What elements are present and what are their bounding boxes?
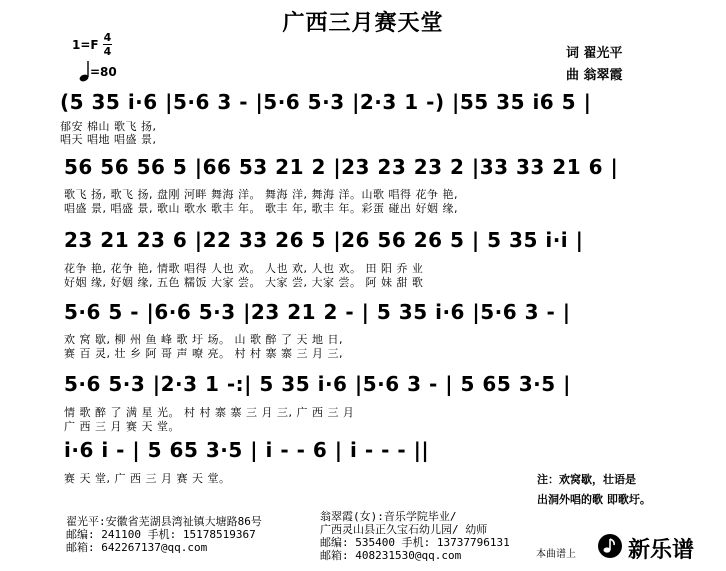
notation-line-3: 23 21 23 6 |22 33 26 5 |26 56 26 5 | 5 35 i·i |: [64, 228, 584, 252]
lyric-line-3-verse-1: 花争 艳, 花争 艳, 情歌 唱得 人也 欢。 人也 欢, 人也 欢。 田 阳 乔 业: [64, 262, 424, 275]
composer-contact-line: 广西灵山县正久宝石幼儿园/ 幼师: [320, 523, 488, 536]
composer-credit: 曲 翁翠霞: [566, 68, 623, 83]
key-signature: 1=F: [72, 38, 99, 52]
annotation-note: [537, 470, 651, 510]
lyric-line-5-verse-2: 广 西 三 月 赛 天 堂。: [64, 420, 180, 433]
notation-line-1: (5 35 i·6 |5·6 3 - |5·6 5·3 |2·3 1 -) |55 35 i6 5 |: [60, 90, 592, 114]
annotation-line-2: 出洞外唱的歌 即歌圩。: [537, 493, 651, 506]
song-title: 广西三月赛天堂: [282, 10, 444, 36]
lyricist-contact: [66, 515, 262, 554]
notation-line-5: 5·6 5·3 |2·3 1 -:| 5 35 i·6 |5·6 3 - | 5 65 3·5 |: [64, 372, 571, 396]
time-signature: [103, 32, 112, 57]
annotation-line-1: 注：欢窝歇，壮语是: [537, 473, 636, 486]
time-sig-top: 4: [103, 31, 112, 44]
lyric-line-3-verse-2: 好姻 缘, 好姻 缘, 五色 糯饭 大家 尝。 大家 尝, 大家 尝。 阿 妹 甜 歌: [64, 276, 424, 289]
lyric-line-5-verse-1: 情 歌 醉 了 满 星 光。 村 村 寨 寨 三 月 三, 广 西 三 月: [64, 406, 355, 419]
lyric-line-1-verse-2: 唱天 唱地 唱盛 景,: [60, 133, 157, 146]
lyricist-contact-line: 邮箱: 642267137@qq.com: [66, 541, 208, 554]
lyric-line-4-verse-1: 欢 窝 歇, 柳 州 鱼 峰 歌 圩 场。 山 歌 醉 了 天 地 日,: [64, 333, 343, 346]
lyric-line-6-verse-1: 赛 天 堂, 广 西 三 月 赛 天 堂。: [64, 472, 231, 485]
time-sig-bottom: 4: [103, 45, 112, 58]
lyricist-credit: 词 翟光平: [566, 46, 623, 61]
notation-line-4: 5·6 5 - |6·6 5·3 |23 21 2 - | 5 35 i·6 |5·6 3 - |: [64, 300, 571, 324]
lyricist-contact-line: 邮编: 241100 手机: 15178519367: [66, 528, 256, 541]
music-note-logo-icon: [598, 534, 622, 558]
lyric-line-2-verse-2: 唱盛 景, 唱盛 景, 歌山 歌水 歌丰 年。 歌丰 年, 歌丰 年。彩蛋 碰出 好姻 缘,: [64, 202, 458, 215]
composer-contact-line: 翁翠霞(女):音乐学院毕业/: [320, 510, 457, 523]
tempo-value: =80: [90, 65, 117, 79]
notation-line-6: i·6 i - | 5 65 3·5 | i - - 6 | i - - - ||: [64, 438, 430, 462]
lyric-line-2-verse-1: 歌飞 扬, 歌飞 扬, 盘刚 河畔 舞海 洋。 舞海 洋, 舞海 洋。山歌 唱得 花争 艳,: [64, 188, 458, 201]
brand-caption: 本曲谱上: [536, 549, 576, 560]
lyric-line-4-verse-2: 赛 百 灵, 壮 乡 阿 哥 声 嘹 亮。 村 村 寨 寨 三 月 三,: [64, 347, 343, 360]
composer-contact-line: 邮箱: 408231530@qq.com: [320, 549, 462, 562]
lyricist-contact-line: 翟光平:安徽省芜湖县湾祉镇大塘路86号: [66, 515, 262, 528]
lyric-line-1-verse-1: 郁安 棉山 歌飞 扬,: [60, 120, 157, 133]
composer-contact: [320, 510, 510, 562]
composer-contact-line: 邮编: 535400 手机: 13737796131: [320, 536, 510, 549]
notation-line-2: 56 56 56 5 |66 53 21 2 |23 23 23 2 |33 33 21 6 |: [64, 155, 619, 179]
brand-name: 新乐谱: [628, 538, 695, 563]
